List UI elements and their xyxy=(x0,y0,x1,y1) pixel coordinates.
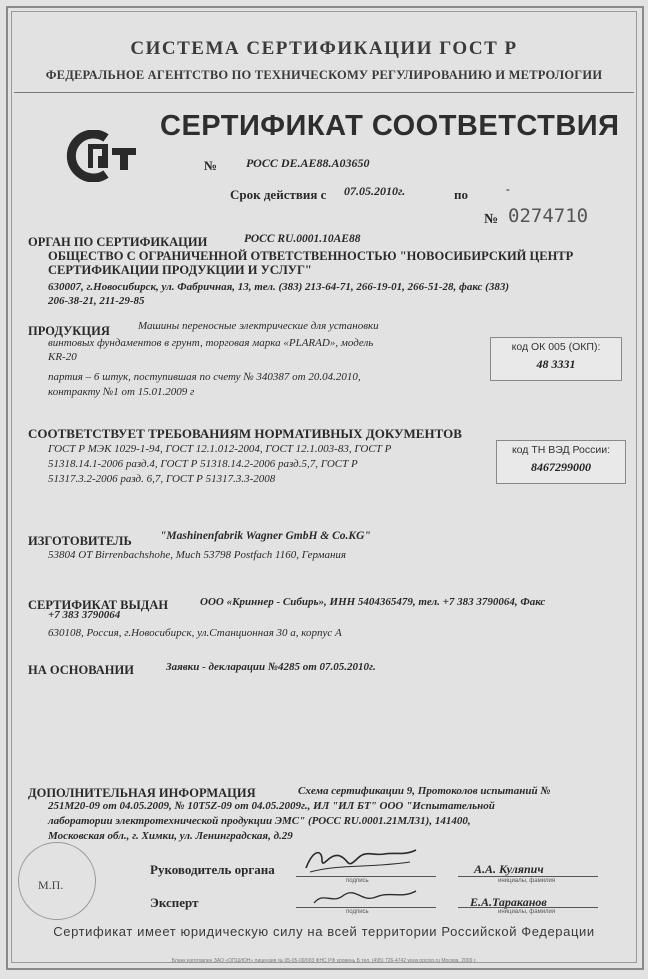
head-signature-caption: подпись xyxy=(346,878,369,884)
additional-info-line4: Московская обл., г. Химки, ул. Ленинградская, д.29 xyxy=(48,830,293,842)
organ-address-line2: 206-38-21, 211-29-85 xyxy=(48,295,145,307)
issued-line3: 630108, Россия, г.Новосибирск, ул.Станционная 30 а, корпус А xyxy=(48,627,342,639)
organ-address-line1: 630007, г.Новосибирск, ул. Фабричная, 13, тел. (383) 213-64-71, 266-19-01, 266-51-28, факс (383) xyxy=(48,281,510,293)
gost-r-logo-icon xyxy=(62,130,140,182)
system-heading: СИСТЕМА СЕРТИФИКАЦИИ ГОСТ Р xyxy=(130,38,518,59)
legal-force-note: Сертификат имеет юридическую силу на всей территории Российской Федерации xyxy=(53,924,595,939)
organ-code: РОСС RU.0001.10АЕ88 xyxy=(244,233,361,245)
okp-code-box xyxy=(490,337,622,381)
tnved-code-box xyxy=(496,440,626,484)
manufacturer-address: 53804 OT Birrenbachshohe, Much 53798 Postfach 1160, Германия xyxy=(48,549,347,561)
basis-text: Заявки - декларации №4285 от 07.05.2010г. xyxy=(166,661,376,673)
conformity-label: СООТВЕТСТВУЕТ ТРЕБОВАНИЯМ НОРМАТИВНЫХ ДОКУМЕНТОВ xyxy=(28,426,462,441)
issued-label: СЕРТИФИКАТ ВЫДАН xyxy=(28,598,169,612)
expert-name-caption: инициалы, фамилия xyxy=(498,909,556,915)
additional-info-line2: 251М20-09 от 04.05.2009, № 10Т5Z-09 от 04.05.2009г., ИЛ "ИЛ БТ" ООО "Испытательной xyxy=(48,800,495,812)
blank-number: 0274710 xyxy=(508,205,589,227)
issued-line1: ООО «Криннер - Сибирь», ИНН 5404365479, тел. +7 383 3790064, Факс xyxy=(200,596,546,608)
additional-info-line1: Схема сертификации 9, Протоколов испытаний № xyxy=(298,785,551,797)
valid-from: 07.05.2010г. xyxy=(344,184,406,198)
okp-code-value: 48 3331 xyxy=(536,357,576,371)
head-name-line xyxy=(458,876,598,877)
validity-label: Срок действия с xyxy=(230,187,327,202)
product-line3: KR-20 xyxy=(48,351,77,363)
stamp-label: М.П. xyxy=(38,878,64,892)
organ-name-line1: ОБЩЕСТВО С ОГРАНИЧЕННОЙ ОТВЕТСТВЕННОСТЬЮ "НОВОСИБИРСКИЙ ЦЕНТР xyxy=(48,249,574,263)
additional-info-label: ДОПОЛНИТЕЛЬНАЯ ИНФОРМАЦИЯ xyxy=(28,786,256,800)
head-of-body-label: Руководитель органа xyxy=(150,862,275,877)
additional-info-line3: лаборатории электротехнической продукции ЭМС" (РОСС RU.0001.21МЛ31), 141400, xyxy=(48,815,471,827)
head-name: А.А. Куляпич xyxy=(474,862,544,876)
manufacturer-label: ИЗГОТОВИТЕЛЬ xyxy=(28,534,132,548)
printer-note: Бланк изготовлен ЗАО «ОПЦИОН» лицензия № 05-05-09/003 ФНС РФ уровень Б тел. (495) 726-4742 www.opcion.ru Москва, 2009 г. xyxy=(171,958,477,964)
certificate-number: РОСС DE.АЕ88.А03650 xyxy=(246,156,370,170)
conformity-line1: ГОСТ Р МЭК 1029-1-94, ГОСТ 12.1.012-2004, ГОСТ 12.1.003-83, ГОСТ Р xyxy=(48,443,392,455)
head-signature-icon xyxy=(300,842,420,878)
product-line5: контракту №1 от 15.01.2009 г xyxy=(48,386,195,398)
header-divider xyxy=(14,92,634,93)
blank-number-label: № xyxy=(484,212,499,227)
product-line1: Машины переносные электрические для установки xyxy=(138,320,379,332)
expert-name-line xyxy=(458,907,598,908)
expert-signature-caption: подпись xyxy=(346,909,369,915)
tnved-code-value: 8467299000 xyxy=(531,460,591,474)
expert-signature-icon xyxy=(310,885,420,911)
product-line2: винтовых фундаментов в грунт, торговая марка «PLARAD», модель xyxy=(48,337,374,349)
head-name-caption: инициалы, фамилия xyxy=(498,878,556,884)
organ-name-line2: СЕРТИФИКАЦИИ ПРОДУКЦИИ И УСЛУГ" xyxy=(48,263,312,277)
certificate-title: СЕРТИФИКАТ СООТВЕТСТВИЯ xyxy=(160,110,620,142)
organ-label: ОРГАН ПО СЕРТИФИКАЦИИ xyxy=(28,235,208,249)
to-label: по xyxy=(454,187,468,202)
conformity-line2: 51318.14.1-2006 разд.4, ГОСТ Р 51318.14.2-2006 разд.5,7, ГОСТ Р xyxy=(48,458,358,470)
product-label: ПРОДУКЦИЯ xyxy=(28,324,110,338)
product-line4: партия – 6 штук, поступившая по счету № 340387 от 20.04.2010, xyxy=(48,371,361,383)
basis-label: НА ОСНОВАНИИ xyxy=(28,663,134,677)
agency-heading: ФЕДЕРАЛЬНОЕ АГЕНТСТВО ПО ТЕХНИЧЕСКОМУ РЕГУЛИРОВАНИЮ И МЕТРОЛОГИИ xyxy=(45,68,603,82)
expert-name: Е.А.Тараканов xyxy=(470,895,547,909)
valid-to: - xyxy=(506,184,510,196)
okp-code-label: код ОК 005 (ОКП): xyxy=(511,341,601,353)
manufacturer-name: "Mashinenfabrik Wagner GmbH & Co.KG" xyxy=(160,530,371,542)
tnved-code-label: код ТН ВЭД России: xyxy=(511,444,611,456)
conformity-line3: 51317.3.2-2006 разд. 6,7, ГОСТ Р 51317.3.3-2008 xyxy=(48,473,276,485)
number-label: № xyxy=(204,158,218,173)
issued-line2: +7 383 3790064 xyxy=(48,609,121,621)
expert-label: Эксперт xyxy=(150,895,199,910)
